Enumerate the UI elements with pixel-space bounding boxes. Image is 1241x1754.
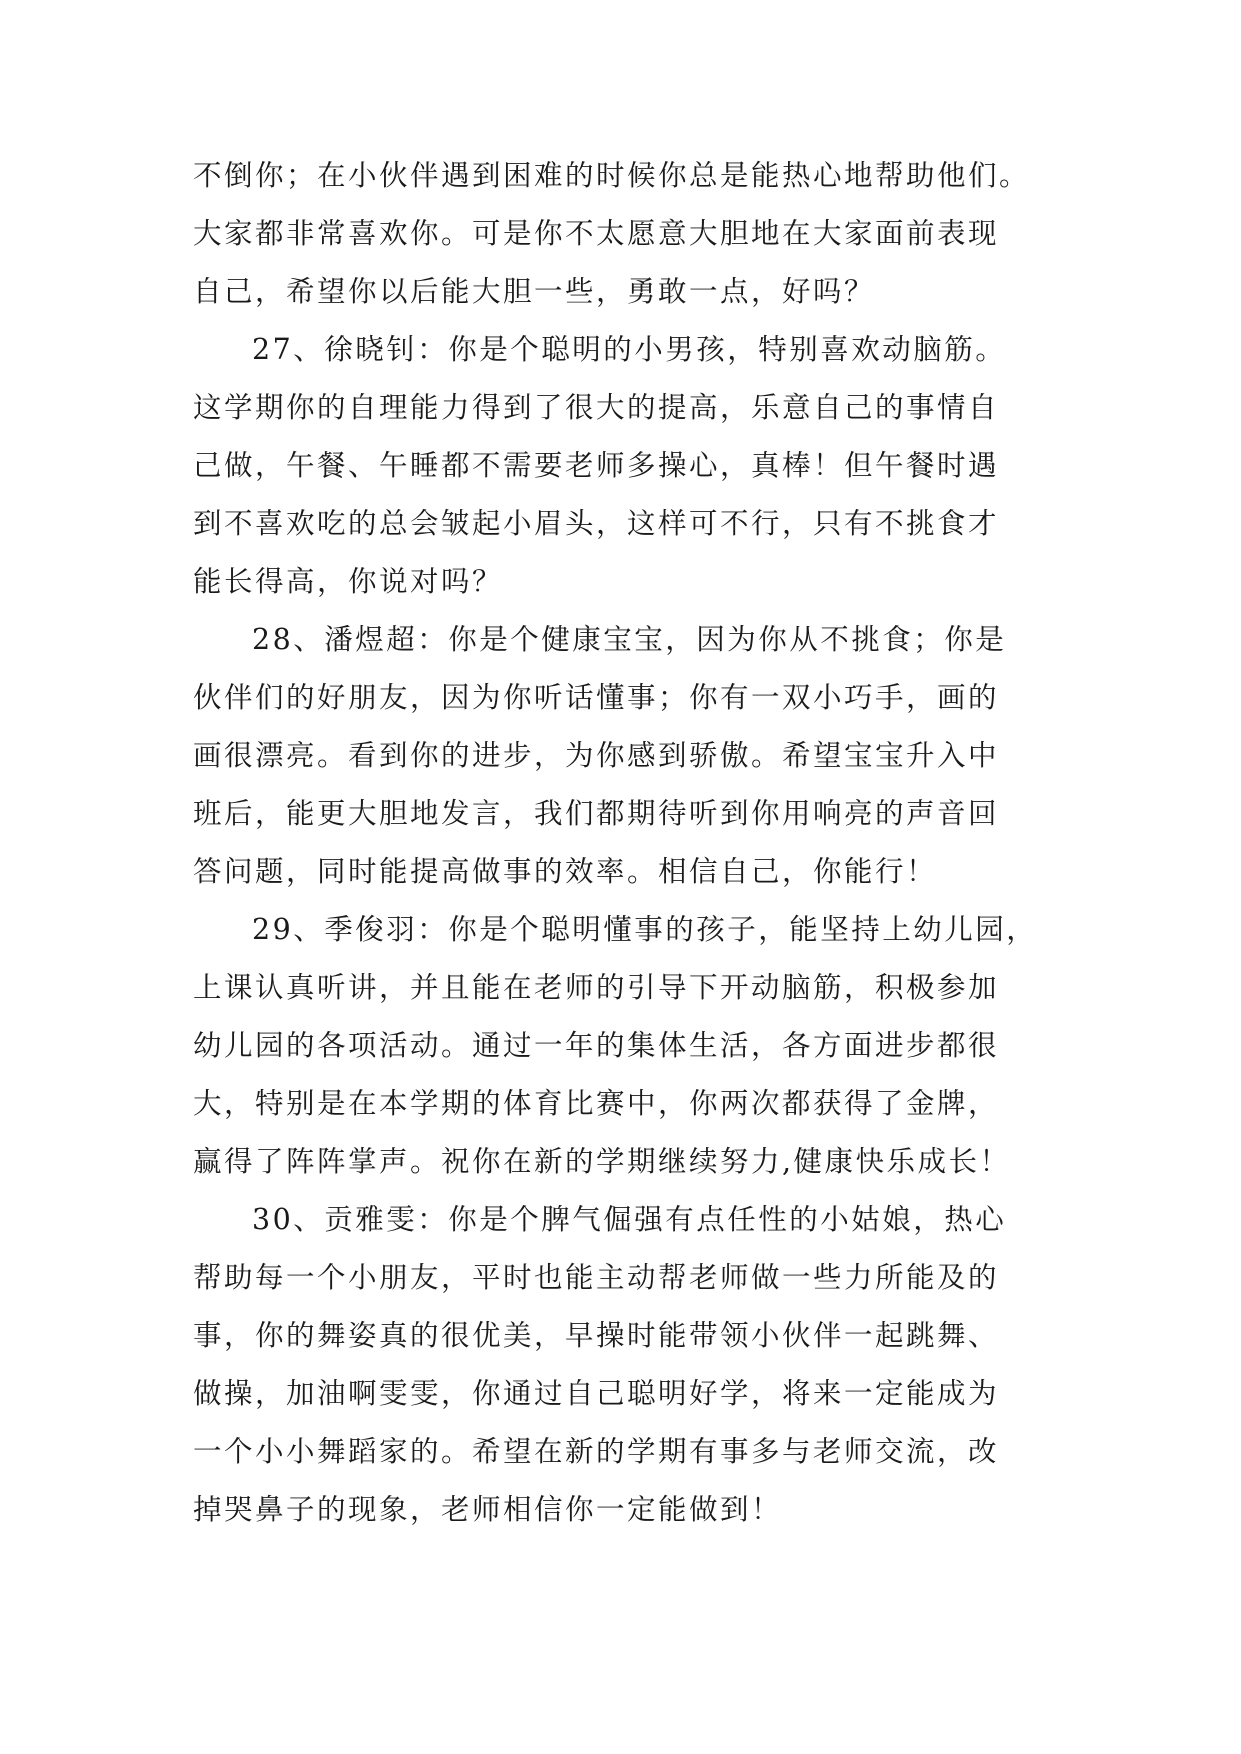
text-line: 伙伴们的好朋友，因为你听话懂事；你有一双小巧手，画的 [193,681,1000,714]
text-line: 答问题，同时能提高做事的效率。相信自己，你能行！ [193,855,938,888]
text-line: 大，特别是在本学期的体育比赛中，你两次都获得了金牌， [193,1087,1000,1120]
text-line: 帮助每一个小朋友，平时也能主动帮老师做一些力所能及的 [193,1261,1000,1294]
text-line: 事，你的舞姿真的很优美，早操时能带领小伙伴一起跳舞、 [193,1319,1000,1352]
text-line: 上课认真听讲，并且能在老师的引导下开动脑筋，积极参加 [193,971,1000,1004]
text-line: 幼儿园的各项活动。通过一年的集体生活，各方面进步都很 [193,1029,1000,1062]
text-line: 做操，加油啊雯雯，你通过自己聪明好学，将来一定能成为 [193,1377,1000,1410]
text-line: 己做，午餐、午睡都不需要老师多操心，真棒！但午餐时遇 [193,449,1000,482]
text-line: 不倒你；在小伙伴遇到困难的时候你总是能热心地帮助他们。 [193,159,1031,192]
text-line: 掉哭鼻子的现象，老师相信你一定能做到！ [193,1493,783,1526]
text-line: 一个小小舞蹈家的。希望在新的学期有事多与老师交流，改 [193,1435,1000,1468]
text-line: 大家都非常喜欢你。可是你不太愿意大胆地在大家面前表现 [193,217,1000,250]
text-line: 能长得高，你说对吗？ [193,565,504,598]
text-line: 班后，能更大胆地发言，我们都期待听到你用响亮的声音回 [193,797,1000,830]
paragraph-start-29: 29、季俊羽：你是个聪明懂事的孩子，能坚持上幼儿园， [252,913,1038,946]
text-line: 画很漂亮。看到你的进步，为你感到骄傲。希望宝宝升入中 [193,739,1000,772]
text-line: 到不喜欢吃的总会皱起小眉头，这样可不行，只有不挑食才 [193,507,1000,540]
paragraph-start-30: 30、贡雅雯：你是个脾气倔强有点任性的小姑娘，热心 [252,1203,1007,1236]
text-line: 自己，希望你以后能大胆一些，勇敢一点，好吗？ [193,275,876,308]
text-line: 这学期你的自理能力得到了很大的提高，乐意自己的事情自 [193,391,1000,424]
paragraph-start-28: 28、潘煜超：你是个健康宝宝，因为你从不挑食；你是 [252,623,1007,656]
text-line: 赢得了阵阵掌声。祝你在新的学期继续努力,健康快乐成长！ [193,1145,1011,1178]
paragraph-start-27: 27、徐晓钊：你是个聪明的小男孩，特别喜欢动脑筋。 [252,333,1007,366]
